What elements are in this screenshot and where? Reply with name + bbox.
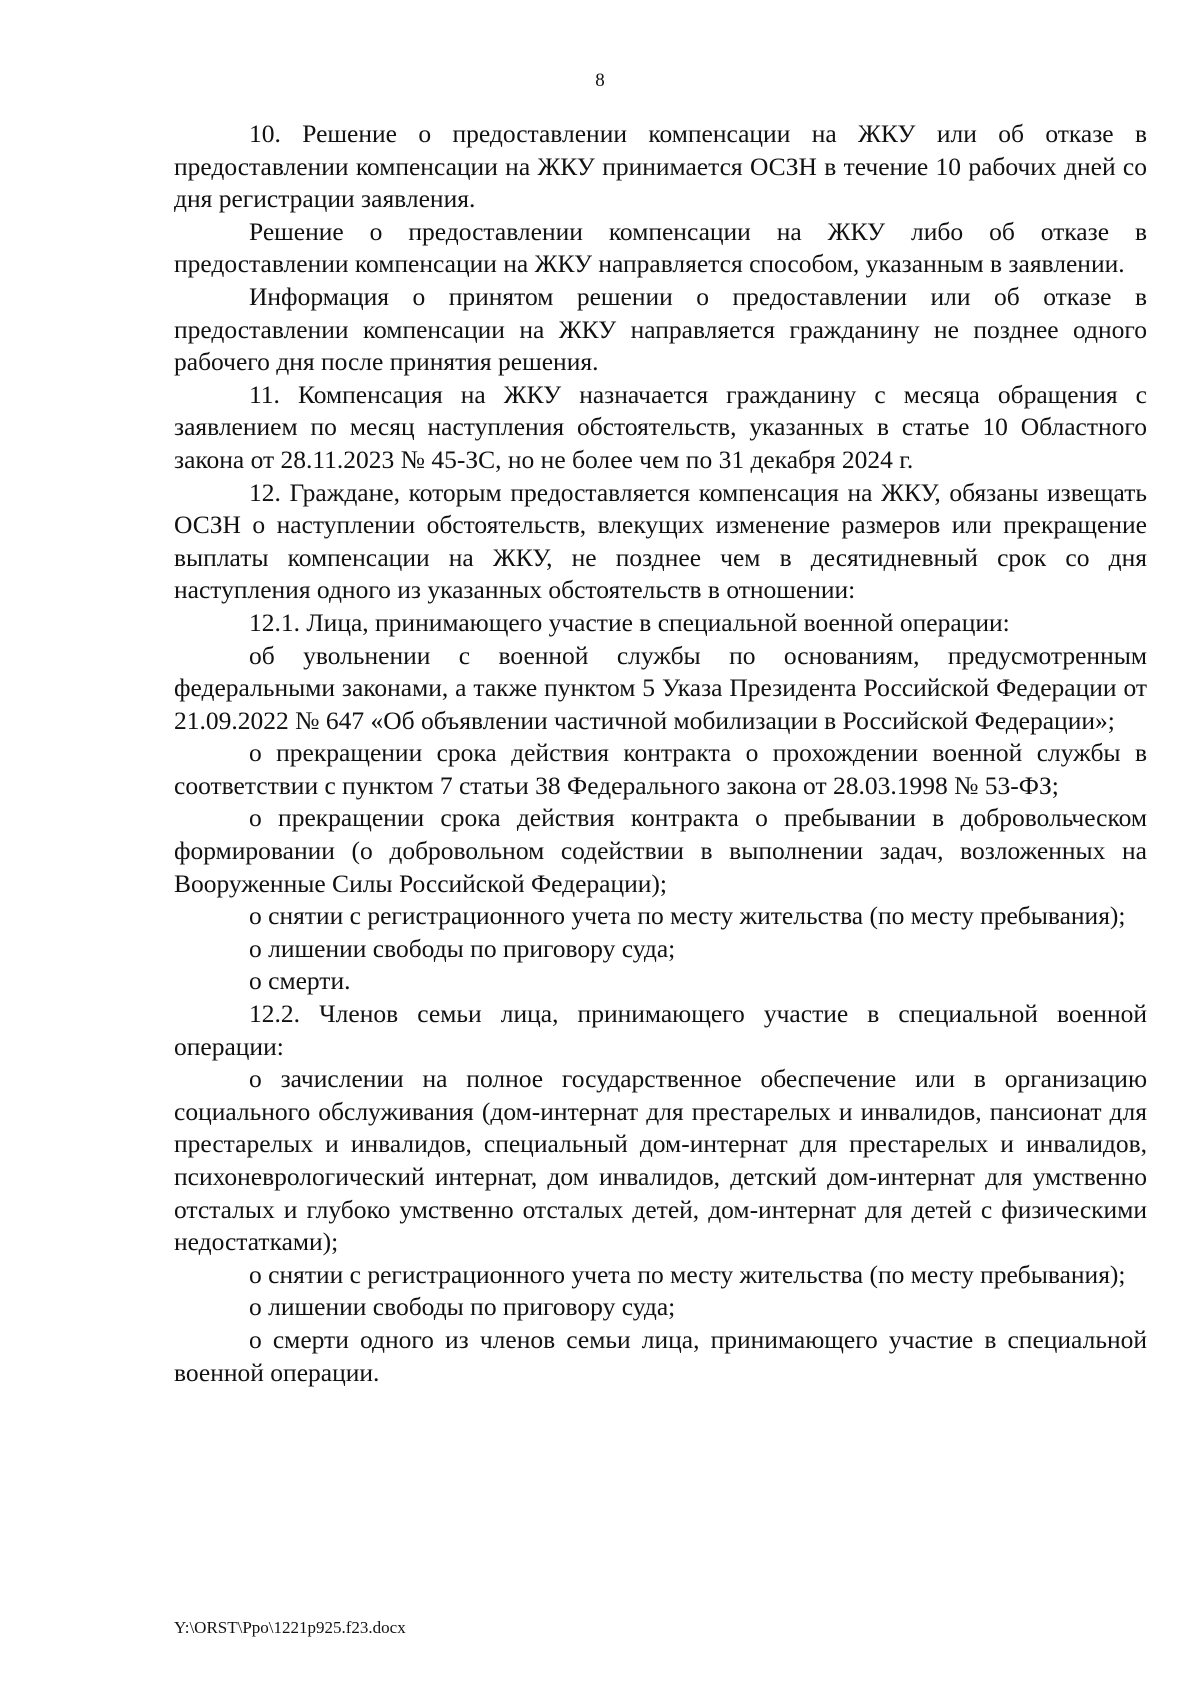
paragraph-12: 12. Граждане, которым предоставляется компенсация на ЖКУ, обязаны извещать ОСЗН о наступлении обстоятельств, влекущих изменение размеров или прекращение выплаты компенсации на ЖКУ, не позднее чем в десятидневный срок со дня наступления одного из указанных обстоятельств в отношении: <box>174 477 1147 605</box>
paragraph-12-2: 12.2. Членов семьи лица, принимающего участие в специальной военной операции: <box>174 999 1147 1061</box>
paragraph-12-1-contract-termination: о прекращении срока действия контракта о прохождении военной службы в соответствии с пунктом 7 статьи 38 Федерального закона от 28.03.1998 № 53-ФЗ; <box>174 738 1147 800</box>
paragraph-12-2-imprisonment: о лишении свободы по приговору суда; <box>249 1292 676 1322</box>
paragraph-decision-delivery: Решение о предоставлении компенсации на ЖКУ либо об отказе в предоставлении компенсации на ЖКУ направляется способом, указанным в заявлении. <box>174 216 1147 279</box>
paragraph-12-2-state-support: о зачислении на полное государственное обеспечение или в организацию социального обслуживания (дом-интернат для престарелых и инвалидов, пансионат для престарелых и инвалидов, специальный дом-интернат для престарелых и инвалидов, психоневрологический интернат, дом инвалидов, детский дом-интернат для умственно отсталых и глубоко умственно отсталых детей, дом-интернат для детей с физическими недостатками); <box>174 1064 1147 1257</box>
paragraph-12-1-imprisonment: о лишении свободы по приговору суда; <box>249 933 676 963</box>
paragraph-12-2-death: о смерти одного из членов семьи лица, принимающего участие в специальной военной операции. <box>174 1324 1147 1387</box>
paragraph-12-2-deregistration: о снятии с регистрационного учета по месту жительства (по месту пребывания); <box>249 1259 1126 1289</box>
paragraph-decision-information: Информация о принятом решении о предоставлении или об отказе в предоставлении компенсации на ЖКУ направляется гражданину не позднее одного рабочего дня после принятия решения. <box>174 281 1147 377</box>
paragraph-12-1-deregistration: о снятии с регистрационного учета по месту жительства (по месту пребывания); <box>249 901 1126 931</box>
paragraph-12-1: 12.1. Лица, принимающего участие в специальной военной операции: <box>249 607 1010 637</box>
footer-file-path: Y:\ORST\Ppo\1221p925.f23.docx <box>174 1618 406 1637</box>
paragraph-11: 11. Компенсация на ЖКУ назначается гражданину с месяца обращения с заявлением по месяц наступления обстоятельств, указанных в статье 10 Областного закона от 28.11.2023 № 45-ЗС, но не более чем по 31 декабря 2024 г. <box>174 379 1147 474</box>
document-body <box>174 118 1147 1389</box>
page-number: 8 <box>595 70 605 91</box>
paragraph-12-1-death: о смерти. <box>249 966 351 996</box>
paragraph-12-1-dismissal: об увольнении с военной службы по основаниям, предусмотренным федеральными законами, а также пунктом 5 Указа Президента Российской Федерации от 21.09.2022 № 647 «Об объявлении частичной мобилизации в Российской Федерации»; <box>174 640 1147 735</box>
paragraph-10: 10. Решение о предоставлении компенсации на ЖКУ или об отказе в предоставлении компенсации на ЖКУ принимается ОСЗН в течение 10 рабочих дней со дня регистрации заявления. <box>174 119 1147 214</box>
paragraph-12-1-volunteer-contract: о прекращении срока действия контракта о пребывании в добровольческом формировании (о добровольном содействии в выполнении задач, возложенных на Вооруженные Силы Российской Федерации); <box>174 803 1147 898</box>
